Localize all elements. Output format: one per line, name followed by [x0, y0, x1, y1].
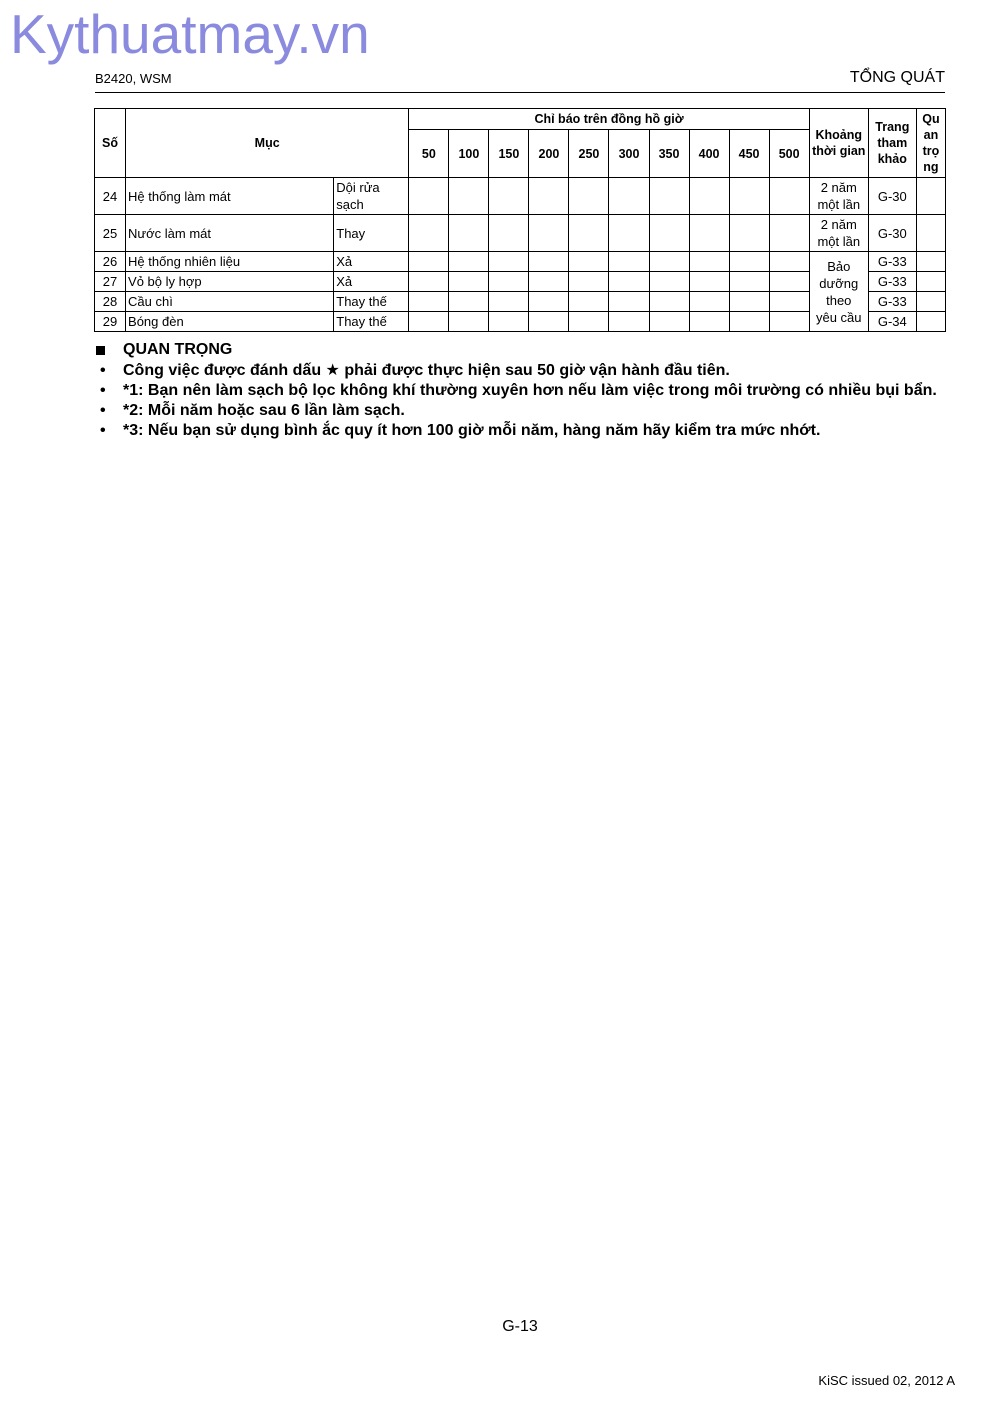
row-interval: 2 năm một lần [809, 215, 868, 252]
hour-header: 500 [769, 130, 809, 178]
row-important [916, 252, 945, 272]
square-bullet-icon [96, 346, 105, 355]
hour-cell [689, 178, 729, 215]
col-header-no: Số [95, 109, 126, 178]
hour-cell [729, 215, 769, 252]
note-text: *2: Mỗi năm hoặc sau 6 lần làm sạch. [123, 402, 405, 419]
hour-cell [609, 215, 649, 252]
hour-cell [569, 312, 609, 332]
hour-cell [729, 252, 769, 272]
hour-cell [609, 178, 649, 215]
note-text: Công việc được đánh dấu ★ phải được thực hiện sau 50 giờ vận hành đầu tiên. [123, 362, 730, 379]
row-interval: 2 năm một lần [809, 178, 868, 215]
hour-cell [649, 272, 689, 292]
merged-interval [809, 252, 868, 332]
row-action: Thay thế [334, 292, 409, 312]
hour-cell [609, 292, 649, 312]
hour-cell [769, 292, 809, 312]
row-action: Thay thế [334, 312, 409, 332]
hour-cell [649, 178, 689, 215]
row-important [916, 292, 945, 312]
important-title: QUAN TRỌNG [123, 341, 233, 358]
hour-cell [529, 178, 569, 215]
hour-cell [649, 252, 689, 272]
header-rule [95, 92, 945, 93]
row-important [916, 272, 945, 292]
page-number: G-13 [502, 1318, 538, 1335]
hour-cell [569, 178, 609, 215]
table-row [95, 215, 946, 252]
hour-cell [449, 292, 489, 312]
row-item: Hệ thống nhiên liệu [126, 252, 334, 272]
row-no: 29 [95, 312, 126, 332]
col-header-hour-meter: Chỉ báo trên đồng hồ giờ [409, 109, 809, 130]
note-text: *3: Nếu bạn sử dụng bình ắc quy ít hơn 100 giờ mỗi năm, hàng năm hãy kiểm tra mức nhớt. [123, 422, 821, 439]
row-item: Nước làm mát [126, 215, 334, 252]
bullet-icon: • [100, 362, 106, 379]
hour-cell [449, 272, 489, 292]
hour-cell [569, 215, 609, 252]
row-item: Cầu chì [126, 292, 334, 312]
list-item [95, 421, 945, 441]
hour-cell [729, 292, 769, 312]
row-action: Dội rửa sạch [334, 178, 409, 215]
row-no: 26 [95, 252, 126, 272]
hour-cell [569, 252, 609, 272]
bullet-icon: • [100, 382, 106, 399]
hour-header: 350 [649, 130, 689, 178]
hour-cell [769, 215, 809, 252]
list-item [95, 381, 945, 401]
row-important [916, 178, 945, 215]
hour-header: 250 [569, 130, 609, 178]
hour-cell [489, 312, 529, 332]
row-action: Thay [334, 215, 409, 252]
hour-cell [569, 292, 609, 312]
row-important [916, 312, 945, 332]
hour-cell [409, 215, 449, 252]
hour-cell [529, 215, 569, 252]
hour-cell [769, 252, 809, 272]
hour-cell [729, 272, 769, 292]
table-header-row [95, 109, 946, 130]
row-action: Xả [334, 272, 409, 292]
hour-cell [409, 252, 449, 272]
hour-cell [529, 272, 569, 292]
hour-cell [449, 215, 489, 252]
hour-cell [769, 312, 809, 332]
row-reference: G-30 [868, 178, 916, 215]
header-model: B2420, WSM [95, 71, 172, 86]
hour-cell [409, 292, 449, 312]
row-action: Xả [334, 252, 409, 272]
hour-cell [649, 292, 689, 312]
hour-cell [689, 312, 729, 332]
hour-cell [729, 178, 769, 215]
row-no: 27 [95, 272, 126, 292]
hour-cell [529, 312, 569, 332]
hour-cell [569, 272, 609, 292]
hour-cell [529, 292, 569, 312]
hour-cell [449, 252, 489, 272]
hour-header: 50 [409, 130, 449, 178]
col-header-important-label: Quan trọng [922, 112, 940, 174]
hour-cell [729, 312, 769, 332]
hour-header: 100 [449, 130, 489, 178]
watermark-logo: Kythuatmay.vn [10, 3, 370, 65]
row-no: 28 [95, 292, 126, 312]
hour-cell [689, 215, 729, 252]
hour-cell [769, 178, 809, 215]
row-no: 24 [95, 178, 126, 215]
hour-cell [649, 312, 689, 332]
row-item: Bóng đèn [126, 312, 334, 332]
list-item [95, 361, 945, 381]
hour-cell [409, 312, 449, 332]
hour-cell [689, 252, 729, 272]
important-notes-list [95, 361, 945, 441]
hour-cell [449, 312, 489, 332]
hour-header: 450 [729, 130, 769, 178]
hour-cell [489, 215, 529, 252]
hour-cell [489, 272, 529, 292]
issue-note: KiSC issued 02, 2012 A [818, 1373, 955, 1388]
col-header-reference: Trang tham khảo [868, 109, 916, 178]
hour-header: 150 [489, 130, 529, 178]
hour-cell [609, 312, 649, 332]
important-section [95, 341, 945, 441]
hour-cell [609, 272, 649, 292]
col-header-item: Mục [126, 109, 409, 178]
row-reference: G-33 [868, 252, 916, 272]
row-item: Hệ thống làm mát [126, 178, 334, 215]
hour-cell [489, 178, 529, 215]
hour-cell [489, 252, 529, 272]
hour-cell [489, 292, 529, 312]
row-reference: G-30 [868, 215, 916, 252]
maintenance-table [94, 108, 946, 332]
hour-cell [689, 292, 729, 312]
hour-cell [409, 178, 449, 215]
row-important [916, 215, 945, 252]
row-item: Vỏ bộ ly hợp [126, 272, 334, 292]
row-no: 25 [95, 215, 126, 252]
row-reference: G-33 [868, 292, 916, 312]
hour-cell [689, 272, 729, 292]
row-reference: G-33 [868, 272, 916, 292]
hour-header: 200 [529, 130, 569, 178]
list-item [95, 401, 945, 421]
hour-cell [449, 178, 489, 215]
merged-interval-label: Bảo dưỡng theo yêu cầu [815, 258, 862, 325]
hour-cell [529, 252, 569, 272]
hour-cell [609, 252, 649, 272]
row-reference: G-34 [868, 312, 916, 332]
note-text: *1: Bạn nên làm sạch bộ lọc không khí thường xuyên hơn nếu làm việc trong môi trường có nhiều bụi bẩn. [123, 382, 937, 399]
hour-header: 400 [689, 130, 729, 178]
hour-cell [409, 272, 449, 292]
table-row [95, 178, 946, 215]
hour-cell [769, 272, 809, 292]
col-header-interval: Khoảng thời gian [809, 109, 868, 178]
table-row [95, 252, 946, 272]
header-section-title: TỔNG QUÁT [849, 69, 945, 86]
important-heading [95, 341, 945, 361]
bullet-icon: • [100, 422, 106, 439]
hour-header: 300 [609, 130, 649, 178]
col-header-important [916, 109, 945, 178]
bullet-icon: • [100, 402, 106, 419]
hour-cell [649, 215, 689, 252]
